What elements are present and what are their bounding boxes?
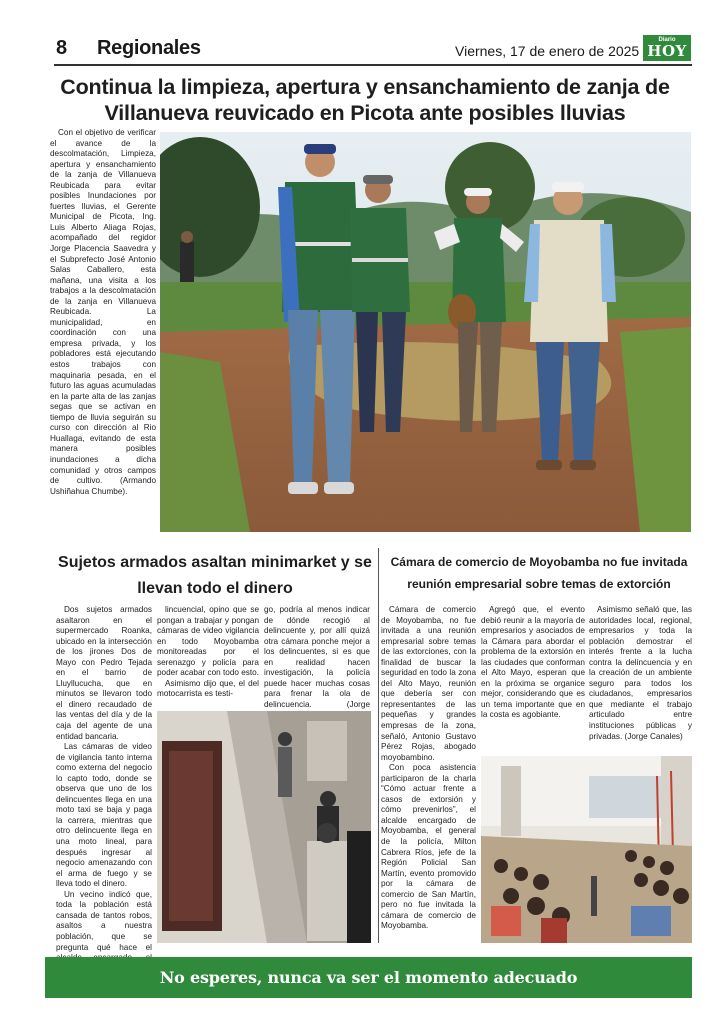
- newspaper-logo: [643, 35, 691, 61]
- chamber-column-3: [589, 605, 692, 742]
- lead-photo: [160, 132, 691, 532]
- chamber-headline: Cámara de comercio de Moyobamba no fue invitada reunión empresarial sobre temas de extorción: [390, 555, 688, 591]
- logo-small-text: Diario: [658, 37, 676, 43]
- robbery-cctv-photo: [157, 711, 371, 943]
- lead-article-body: Con el objetivo de verificar el avance de la descolmatación, Limpieza, apertura y ensanchamiento de la zanja de Villanueva Reubicada para evitar posibles Inundaciones por fuertes lluvias, el Gerente Municipal de Picota, Ing. Luis Alberto Aliaga Rojas, acompañado del regidor Jorge Placencia Saavedra y el Subprefecto José Antonio Salas Caballero, esta mañana, una visita a los trabajos a la descolmatación de la zanja en Villanueva Reubicada. La municipalidad, en coordinación con una empresa privada, y los pobladores está ejecutando estos trabajos con maquinaria pesada, en el futuro las aguas acumuladas en la parte alta de las zanjas segas que se activan en tiempo de lluvia seguirán su curso con dirección al Rio Huallaga, evitando de esta manera posibles inundaciones a dicha comunidad y otros campos de cultivo. (Armando Ushiñahua Chumbe).: [50, 128, 156, 496]
- robbery-headline: Sujetos armados asaltan minimarket y se llevan todo el dinero: [58, 554, 372, 597]
- logo-big-text: HOY: [647, 42, 687, 60]
- chamber-column-2: [481, 605, 585, 721]
- paragraph: Asimismo dijo que, el del motocarrista es testi-: [157, 678, 259, 699]
- issue-date: Viernes, 17 de enero de 2025: [455, 43, 640, 59]
- paragraph: Con poca asistencia participaron de la charla “Cómo actuar frente a casos de extorsión y cómo prevenirlos”, el alcalde encargado de Moyobamba, el general de la policía, Milton Cabrera Ríos, jefe de la Región Policial San Martín, evento promovido por la cámara de comercio de San Martín, pero no fue invitada la cámara de comercio de Moyobamba.: [381, 763, 476, 931]
- chamber-event-photo: [481, 756, 692, 943]
- paragraph: Asimismo señaló que, las autoridades local, regional, empresarios y toda la población demostrar el interés frente a la lucha contra la delincuencia y en la creación de un ambiente seguro para todos los ciudadanos, empresarios que mediante el trabajo articulado entre instituciones públicas y privadas. (Jorge Canales): [589, 605, 692, 741]
- paragraph: Un vecino indicó que, toda la población está cansada de tantos robos, asaltos a nuestra población, que se pregunta qué hace el: [56, 889, 152, 952]
- chamber-column-1: [381, 605, 476, 932]
- paragraph: Agregó que, el evento debió reunir a la mayoría de empresarios y asociados de la Cámara para abordar el problema de la extorsión en las ciudades que conforman el Alto Mayo, esperan que en la próxima se organice mejor, considerando que es un tema importante que en la costa es agobiante.: [481, 605, 585, 720]
- robbery-column-2: [157, 605, 259, 700]
- paragraph: go, podría al menos indicar de dónde recogió al delincuente y, por allí quizá otra cámara ponche mejor a los delincuentes, si es que en realidad hacen investigación, la policía puede hacer muchas cosas para frenar la ola de delincuencia. (Jorge: [264, 605, 370, 709]
- paragraph: Dos sujetos armados asaltaron en el supermercado Roanka, ubicado en la intersección de los jirones Dos de Mayo con Pedro Tejada en el barrio de Lluyllucucha, que en minutos se llevaron todo el dinero recaudado de las ventas del día y de la caja del agente de una entidad bancaria.: [56, 605, 152, 741]
- robbery-column-1: [56, 605, 152, 985]
- page-number: 8: [56, 37, 68, 59]
- robbery-column-3: [264, 605, 370, 721]
- column-divider: [378, 548, 379, 943]
- footer-banner: [45, 957, 692, 998]
- header-rule: [54, 64, 692, 66]
- footer-banner-text: No esperes, nunca va ser el momento adecuado: [159, 968, 578, 987]
- paragraph: Cámara de comercio de Moyobamba, no fue invitada a una reunión empresarial sobre temas de las extorciones, con la finalidad de buscar la seguridad en todo la zona del Alto Mayo, reunión que debería ser con representantes de las pequeñas y grandes empresas de la zona, señaló, Antonio Gustavo Pérez Rojas, abogado moyobambino.: [381, 605, 476, 762]
- lead-headline: Continua la limpieza, apertura y ensanchamiento de zanja de Villanueva reuvicado en Picota ante posibles lluvias: [60, 75, 670, 125]
- section-title: Regionales: [97, 37, 201, 59]
- paragraph: lincuencial, opino que se pongan a trabajar y pongan cámaras de video vigilancia en todo Moyobamba monitoreadas por el serenazgo y policía para poder acabar con todo esto.: [157, 605, 259, 678]
- paragraph: Las cámaras de video de vigilancia tanto interna como externa del negocio lo capto todo, donde se observa que uno de los delincuentes llega en una moto taxi se baja y paga la carrera, mientras que otro delincuente llega en una moto lineal, para después ingresar al negocio amenazando con el arma de fuego y se lleva todo el dinero.: [56, 742, 152, 889]
